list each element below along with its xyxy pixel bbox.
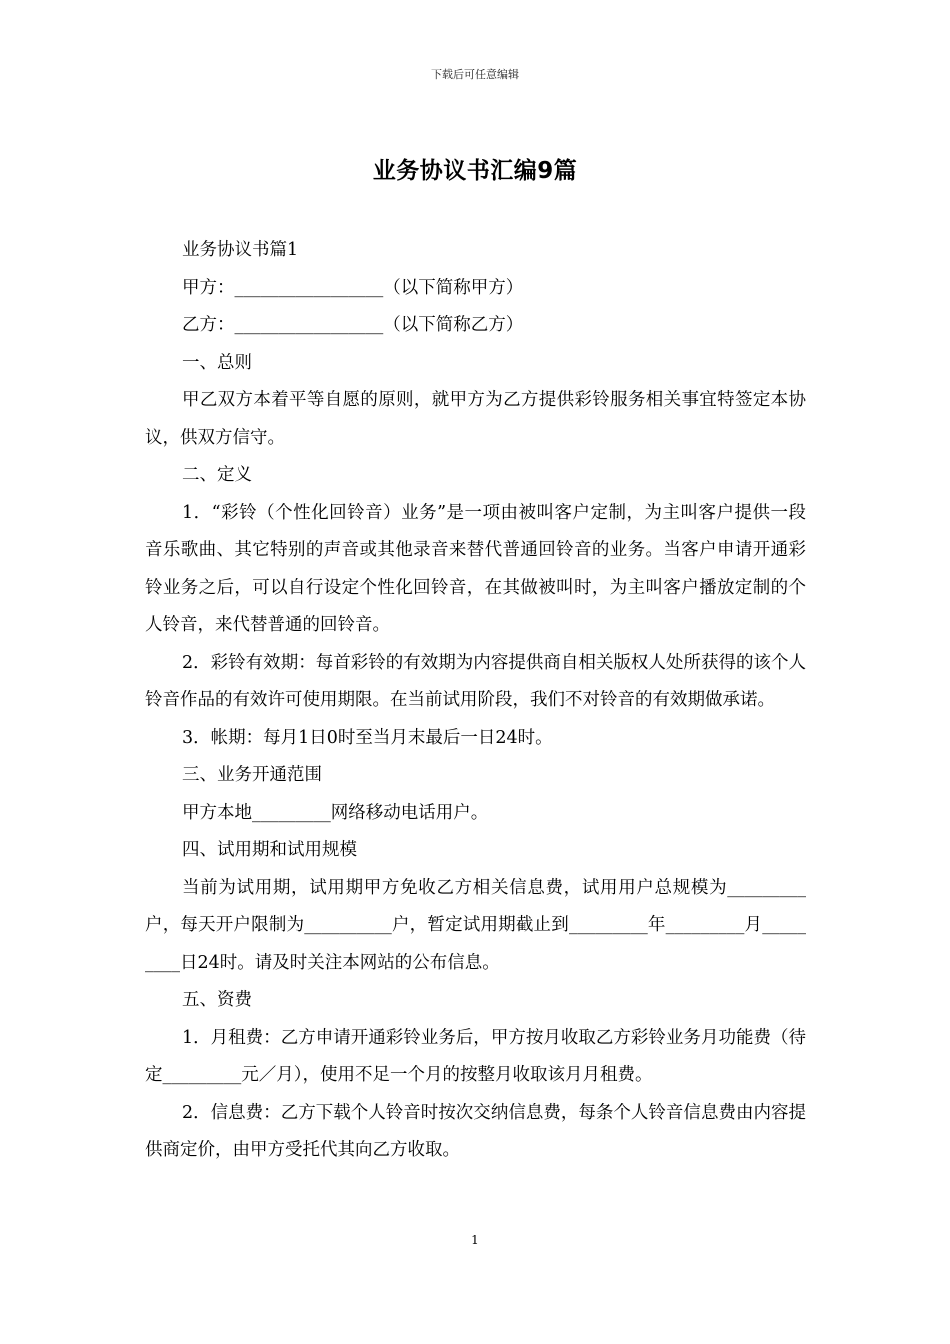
body-paragraph: 甲方本地_________网络移动电话用户。 [182, 802, 489, 823]
clause-heading: 一、总则 [182, 352, 252, 373]
party-b-line: 乙方：_________________（以下简称乙方） [182, 315, 524, 335]
body-paragraph: 当前为试用期，试用期甲方免收乙方相关信息费，试用用户总规模为_________户，每天开户限制为__________户，暂定试用期截止到_________年_________月_________日24时。请及时关注本网站的公布信息。 [145, 877, 806, 973]
body-paragraph: 甲乙双方本着平等自愿的原则，就甲方为乙方提供彩铃服务相关事宜特签定本协议，供双方信守。 [145, 390, 806, 448]
clause-heading: 四、试用期和试用规模 [182, 840, 357, 860]
page-header-note: 下载后可任意编辑 [431, 68, 519, 81]
party-a-line: 甲方：_________________（以下简称甲方） [182, 277, 524, 298]
body-paragraph: 1．月租费：乙方申请开通彩铃业务后，甲方按月收取乙方彩铃业务月功能费（待定_________元／月），使用不足一个月的按整月收取该月月租费。 [145, 1027, 806, 1085]
body-paragraph: 2．信息费：乙方下载个人铃音时按次交纳信息费，每条个人铃音信息费由内容提供商定价，由甲方受托代其向乙方收取。 [145, 1102, 806, 1160]
clause-heading: 五、资费 [182, 990, 252, 1010]
page-number: 1 [471, 1233, 479, 1247]
section-heading: 业务协议书篇1 [182, 240, 299, 260]
body-paragraph: 2．彩铃有效期：每首彩铃的有效期为内容提供商自相关版权人处所获得的该个人铃音作品的有效许可使用期限。在当前试用阶段，我们不对铃音的有效期做承诺。 [145, 652, 806, 710]
clause-heading: 二、定义 [182, 465, 252, 485]
body-paragraph: 1．“彩铃（个性化回铃音）业务”是一项由被叫客户定制，为主叫客户提供一段音乐歌曲、其它特别的声音或其他录音来替代普通回铃音的业务。当客户申请开通彩铃业务之后，可以自行设定个性化回铃音，在其做被叫时，为主叫客户播放定制的个人铃音，来代替普通的回铃音。 [145, 502, 806, 635]
clause-heading: 三、业务开通范围 [182, 765, 322, 785]
document-body [145, 232, 806, 1170]
document-title: 业务协议书汇编9篇 [372, 158, 578, 184]
body-paragraph: 3．帐期：每月1日0时至当月末最后一日24时。 [182, 727, 553, 748]
